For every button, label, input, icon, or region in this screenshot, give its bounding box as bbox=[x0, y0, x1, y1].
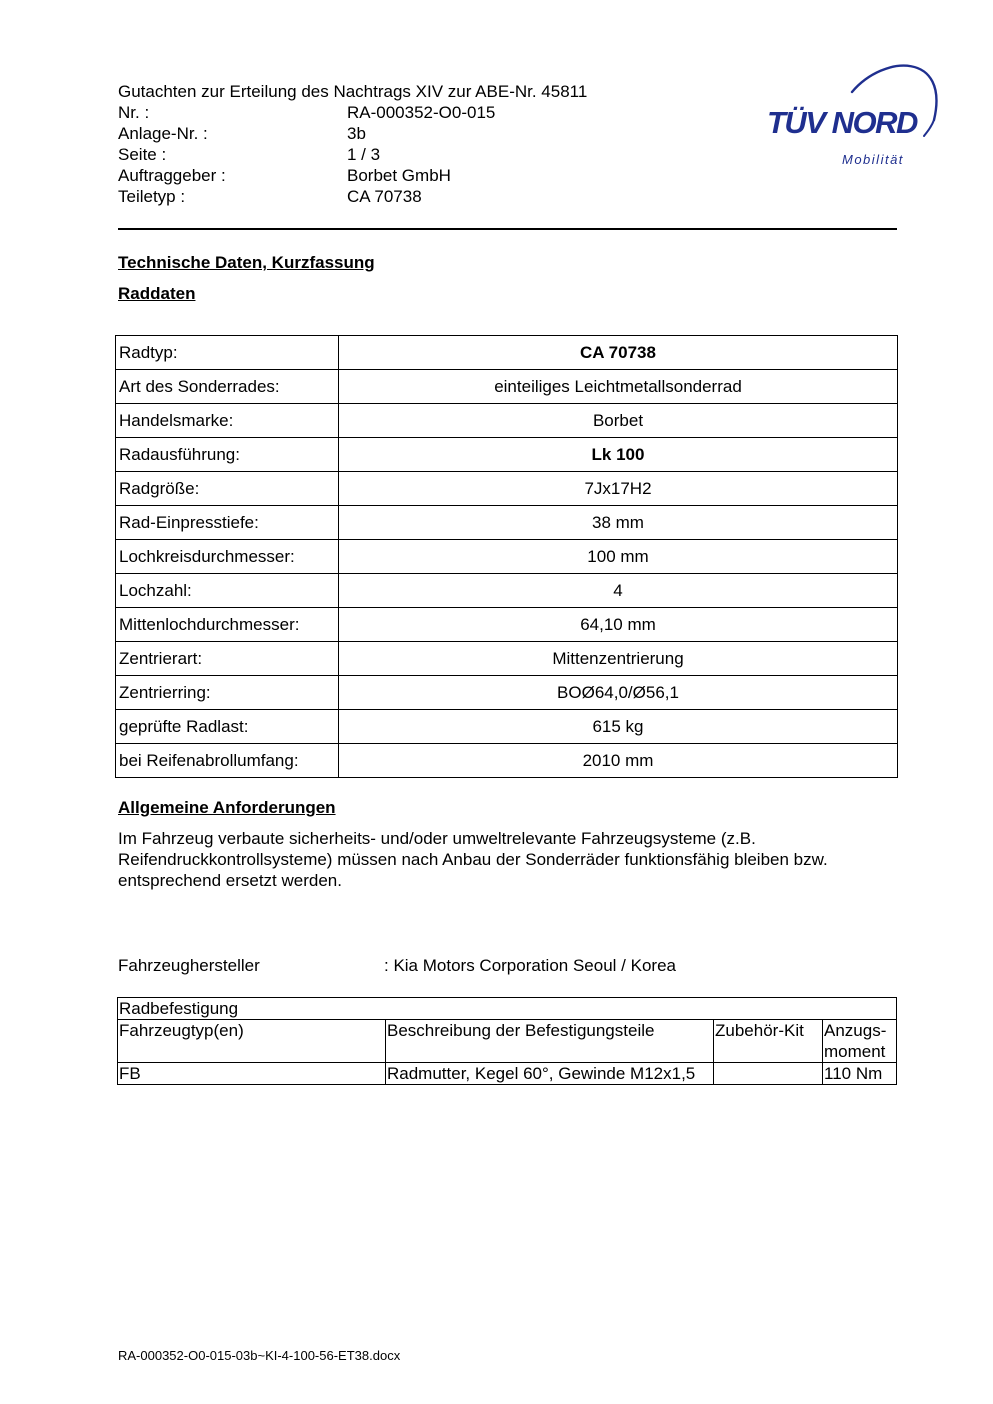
row-value: einteiliges Leichtmetallsonderrad bbox=[339, 370, 898, 404]
column-header: Anzugs-moment bbox=[823, 1020, 897, 1063]
row-value: BOØ64,0/Ø56,1 bbox=[339, 676, 898, 710]
row-label: Handelsmarke: bbox=[116, 404, 339, 438]
logo-subtitle: Mobilität bbox=[842, 152, 904, 167]
heading-technische-daten: Technische Daten, Kurzfassung bbox=[118, 253, 375, 272]
table-row bbox=[116, 472, 898, 506]
row-value: 64,10 mm bbox=[339, 608, 898, 642]
header-label: Nr. : bbox=[118, 103, 150, 122]
logo-brand: TÜV NORD bbox=[767, 105, 917, 140]
header-value: 1 / 3 bbox=[347, 145, 381, 164]
header-value: 3b bbox=[347, 124, 366, 143]
table-row bbox=[116, 540, 898, 574]
row-label: Lochkreisdurchmesser: bbox=[116, 540, 339, 574]
table-row bbox=[116, 608, 898, 642]
row-label: geprüfte Radlast: bbox=[116, 710, 339, 744]
row-value: 100 mm bbox=[339, 540, 898, 574]
table-row bbox=[116, 404, 898, 438]
table-row bbox=[116, 370, 898, 404]
table-row bbox=[116, 676, 898, 710]
table-row bbox=[116, 336, 898, 370]
manufacturer-value: : Kia Motors Corporation Seoul / Korea bbox=[384, 956, 676, 975]
table-row bbox=[116, 642, 898, 676]
row-value: 4 bbox=[339, 574, 898, 608]
tuv-nord-logo bbox=[764, 58, 944, 170]
row-label: Mittenlochdurchmesser: bbox=[116, 608, 339, 642]
column-header: Fahrzeugtyp(en) bbox=[118, 1020, 386, 1063]
row-label: Zentrierring: bbox=[116, 676, 339, 710]
heading-allgemeine-anforderungen: Allgemeine Anforderungen bbox=[118, 798, 336, 817]
header-value: CA 70738 bbox=[347, 187, 422, 206]
row-value: 2010 mm bbox=[339, 744, 898, 778]
header-label: Seite : bbox=[118, 145, 167, 164]
header-row-teiletyp bbox=[118, 186, 587, 207]
table-row bbox=[116, 574, 898, 608]
row-label: Radtyp: bbox=[116, 336, 339, 370]
document-header bbox=[118, 81, 587, 207]
header-row-anlage bbox=[118, 123, 587, 144]
table-cell: 110 Nm bbox=[823, 1063, 897, 1085]
table-row bbox=[116, 744, 898, 778]
wheel-data-table bbox=[115, 335, 898, 778]
header-label: Anlage-Nr. : bbox=[118, 124, 208, 143]
row-label: Radausführung: bbox=[116, 438, 339, 472]
header-value: RA-000352-O0-015 bbox=[347, 103, 496, 122]
header-label: Auftraggeber : bbox=[118, 166, 226, 185]
row-label: Lochzahl: bbox=[116, 574, 339, 608]
header-row-nr bbox=[118, 102, 587, 123]
header-divider bbox=[118, 228, 897, 230]
fastening-caption: Radbefestigung bbox=[118, 998, 897, 1020]
column-header: Zubehör-Kit bbox=[714, 1020, 823, 1063]
header-value: Borbet GmbH bbox=[347, 166, 451, 185]
table-row bbox=[116, 710, 898, 744]
row-value: Borbet bbox=[339, 404, 898, 438]
table-cell: Radmutter, Kegel 60°, Gewinde M12x1,5 bbox=[386, 1063, 714, 1085]
table-cell bbox=[714, 1063, 823, 1085]
row-label: Rad-Einpresstiefe: bbox=[116, 506, 339, 540]
table-row bbox=[116, 506, 898, 540]
row-value: Mittenzentrierung bbox=[339, 642, 898, 676]
row-value: 7Jx17H2 bbox=[339, 472, 898, 506]
report-title: Gutachten zur Erteilung des Nachtrags XIV zur ABE-Nr. 45811 bbox=[118, 82, 588, 101]
row-value: Lk 100 bbox=[339, 438, 898, 472]
row-label: Radgröße: bbox=[116, 472, 339, 506]
row-value: 615 kg bbox=[339, 710, 898, 744]
table-cell: FB bbox=[118, 1063, 386, 1085]
fastening-table bbox=[117, 997, 897, 1085]
header-row-seite bbox=[118, 144, 587, 165]
row-label: bei Reifenabrollumfang: bbox=[116, 744, 339, 778]
row-value: 38 mm bbox=[339, 506, 898, 540]
column-header: Beschreibung der Befestigungsteile bbox=[386, 1020, 714, 1063]
row-value: CA 70738 bbox=[339, 336, 898, 370]
manufacturer-label: Fahrzeughersteller bbox=[118, 956, 260, 975]
heading-raddaten: Raddaten bbox=[118, 284, 196, 303]
table-row bbox=[118, 1063, 897, 1085]
table-caption-row bbox=[118, 998, 897, 1020]
table-row bbox=[116, 438, 898, 472]
requirements-paragraph: Im Fahrzeug verbaute sicherheits- und/oder umweltrelevante Fahrzeugsysteme (z.B. Reifendruckkontrollsysteme) müssen nach Anbau der Sonderräder funktionsfähig bleiben bzw. entsprechend ersetzt werden. bbox=[118, 829, 828, 890]
row-label: Art des Sonderrades: bbox=[116, 370, 339, 404]
row-label: Zentrierart: bbox=[116, 642, 339, 676]
header-row-auftraggeber bbox=[118, 165, 587, 186]
footer-filename: RA-000352-O0-015-03b~KI-4-100-56-ET38.docx bbox=[118, 1348, 401, 1363]
table-header-row bbox=[118, 1020, 897, 1063]
header-label: Teiletyp : bbox=[118, 187, 186, 206]
